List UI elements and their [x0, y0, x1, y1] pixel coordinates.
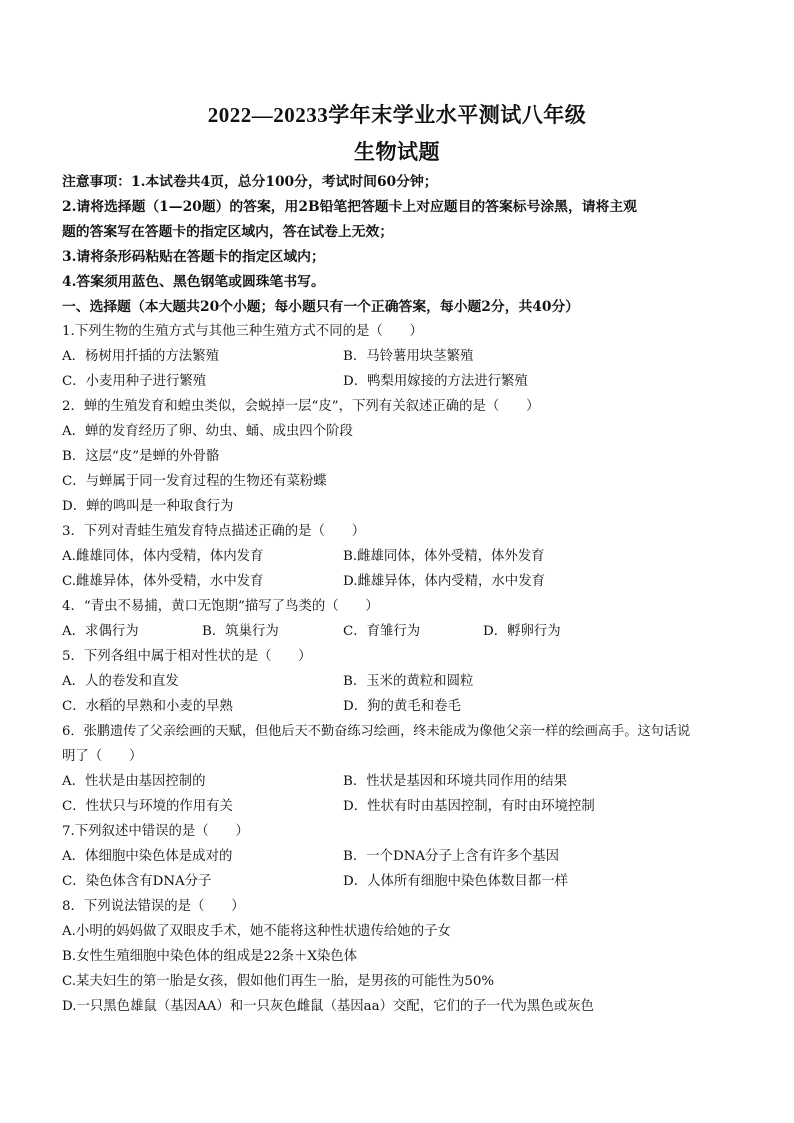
note-line-2: 2.请将选择题（1—20题）的答案，用2B铅笔把答题卡上对应题目的答案标号涂黑，请将主观 — [62, 199, 637, 215]
question-5-option-d: D．狗的黄毛和卷毛 — [343, 699, 461, 714]
question-1-option-d: D．鸭梨用嫁接的方法进行繁殖 — [343, 374, 528, 389]
question-6-stem-line-1: 6．张鹏遗传了父亲绘画的天赋，但他后天不勤奋练习绘画，终未能成为像他父亲一样的绘画高手。这句话说 — [62, 724, 691, 739]
question-6-option-d: D．性状有时由基因控制，有时由环境控制 — [343, 799, 595, 814]
question-4-option-b: B．筑巢行为 — [202, 624, 279, 639]
question-8-option-a: A.小明的妈妈做了双眼皮手术，她不能将这种性状遗传给她的子女 — [62, 924, 451, 939]
question-7-option-a: A．体细胞中染色体是成对的 — [62, 849, 233, 864]
question-2-option-c: C．与蝉属于同一发育过程的生物还有菜粉蝶 — [62, 474, 327, 489]
question-8-stem: 8．下列说法错误的是（ ） — [62, 899, 245, 914]
question-6-stem-line-2: 明了（ ） — [62, 749, 143, 764]
question-6-option-c: C．性状只与环境的作用有关 — [62, 799, 233, 814]
question-2-option-d: D．蝉的鸣叫是一种取食行为 — [62, 499, 234, 514]
question-8-option-c: C.某夫妇生的第一胎是女孩，假如他们再生一胎，是男孩的可能性为50% — [62, 974, 495, 989]
question-7-option-c: C．染色体含有DNA分子 — [62, 874, 212, 889]
question-4-stem: 4．“青虫不易捕，黄口无饱期”描写了鸟类的（ ） — [62, 599, 379, 614]
note-line-3: 题的答案写在答题卡的指定区域内，答在试卷上无效； — [62, 224, 394, 240]
question-3-option-b: B.雌雄同体，体外受精，体外发育 — [343, 549, 545, 564]
exam-title: 2022—20233学年末学业水平测试八年级 — [207, 103, 587, 127]
question-4-option-c: C．育雏行为 — [343, 624, 421, 639]
question-5-option-b: B．玉米的黄粒和圆粒 — [343, 674, 474, 689]
question-1-stem: 1.下列生物的生殖方式与其他三种生殖方式不同的是（ ） — [62, 324, 423, 339]
question-7-option-b: B．一个DNA分子上含有许多个基因 — [343, 849, 560, 864]
question-6-option-a: A．性状是由基因控制的 — [62, 774, 206, 789]
question-1-option-b: B．马铃薯用块茎繁殖 — [343, 349, 474, 364]
note-line-1: 注意事项：1.本试卷共4页，总分100分，考试时间60分钟； — [62, 174, 438, 190]
question-3-option-c: C.雌雄异体，体外受精，水中发育 — [62, 574, 264, 589]
section-heading: 一、选择题（本大题共20个小题；每小题只有一个正确答案，每小题2分，共40分） — [62, 299, 580, 315]
note-line-5: 4.答案须用蓝色、黑色钢笔或圆珠笔书写。 — [62, 274, 325, 290]
question-2-option-a: A．蝉的发育经历了卵、幼虫、蛹、成虫四个阶段 — [62, 424, 353, 439]
note-line-4: 3.请将条形码粘贴在答题卡的指定区域内； — [62, 249, 325, 265]
question-2-option-b: B．这层“皮”是蝉的外骨骼 — [62, 449, 220, 464]
question-3-stem: 3．下列对青蛙生殖发育特点描述正确的是（ ） — [62, 524, 366, 539]
question-7-stem: 7.下列叙述中错误的是（ ） — [62, 824, 249, 839]
question-5-stem: 5．下列各组中属于相对性状的是（ ） — [62, 649, 312, 664]
question-1-option-a: A．杨树用扦插的方法繁殖 — [62, 349, 219, 364]
question-5-option-a: A．人的卷发和直发 — [62, 674, 179, 689]
exam-subtitle: 生物试题 — [354, 140, 440, 164]
question-7-option-d: D．人体所有细胞中染色体数目都一样 — [343, 874, 568, 889]
question-1-option-c: C．小麦用种子进行繁殖 — [62, 374, 207, 389]
question-6-option-b: B．性状是基因和环境共同作用的结果 — [343, 774, 568, 789]
question-8-option-b: B.女性生殖细胞中染色体的组成是22条＋X染色体 — [62, 949, 358, 964]
question-2-stem: 2．蝉的生殖发育和蝗虫类似，会蜕掉一层“皮”，下列有关叙述正确的是（ ） — [62, 399, 540, 414]
question-3-option-d: D.雌雄异体，体内受精，水中发育 — [343, 574, 545, 589]
question-4-option-d: D．孵卵行为 — [483, 624, 561, 639]
question-3-option-a: A.雌雄同体，体内受精，体内发育 — [62, 549, 264, 564]
question-4-option-a: A．求偶行为 — [62, 624, 139, 639]
question-8-option-d: D.一只黑色雄鼠（基因AA）和一只灰色雌鼠（基因aa）交配，它们的子一代为黑色或灰色 — [62, 999, 594, 1014]
question-5-option-c: C．水稻的早熟和小麦的早熟 — [62, 699, 233, 714]
